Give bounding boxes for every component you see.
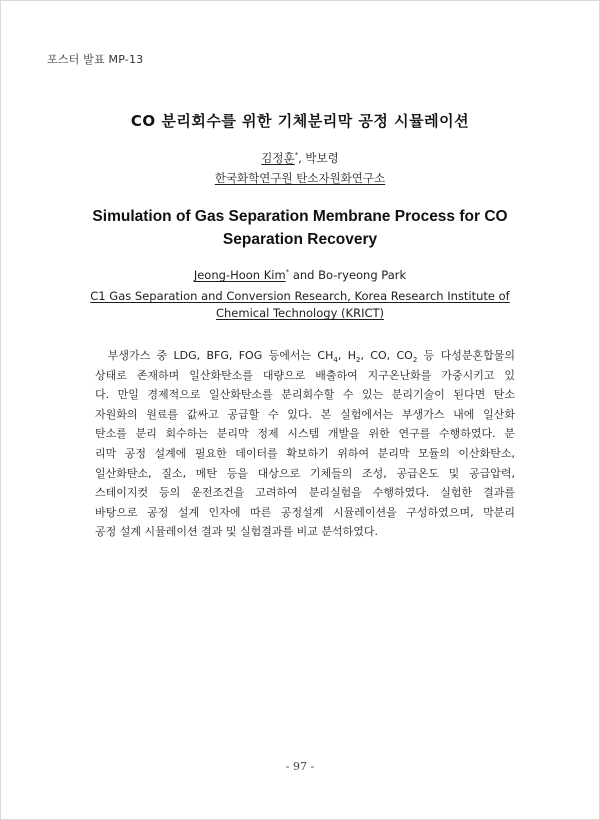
abstract-body [95, 346, 515, 542]
english-corresponding-author: Jeong-Hoon Kim [193, 268, 286, 282]
abstract-line: 탄소를 분리 회수하는 분리막 정제 시스템 개발을 위한 연구를 수행하였다. 분 [95, 427, 515, 441]
korean-corresponding-author: 김정훈 [261, 151, 295, 165]
english-affiliation-line-1: C1 Gas Separation and Conversion Research, Korea Research Institute of [90, 289, 510, 303]
korean-title: CO 분리회수를 위한 기체분리막 공정 시뮬레이션 [130, 112, 470, 130]
english-title [0, 205, 600, 251]
korean-affiliation-text: 한국화학연구원 탄소자원화연구소 [214, 171, 386, 185]
abstract-line: 바탕으로 공정 설계 인자에 따른 공정설계 시뮬레이션을 구성하였으며, 막분리 [95, 505, 515, 519]
english-corresponding-mark: * [285, 268, 290, 277]
abstract-line: 다. 만일 경제적으로 일산화탄소를 분리회수할 수 있는 분리기술이 된다면 탄소 [95, 388, 515, 402]
page-number: - 97 - [285, 760, 315, 773]
english-title-line-1: Simulation of Gas Separation Membrane Process for CO [92, 208, 508, 225]
session-label: 포스터 발표 MP-13 [47, 53, 144, 66]
abstract-line-1-part-c: , CO, CO [360, 349, 413, 362]
abstract-line: 공정 설계 시뮬레이션 결과 및 실험결과를 비교 분석하였다. [95, 525, 378, 539]
abstract-line-1-part-d: 등 다성분혼합물의 [417, 349, 515, 362]
english-title-line-2: Separation Recovery [222, 231, 378, 248]
abstract-line [95, 346, 515, 366]
korean-affiliation [0, 170, 600, 186]
abstract-line: 상태로 존재하며 일산화탄소를 대량으로 배출하여 지구온난화를 가중시키고 있 [95, 368, 515, 382]
subscript-2: 2 [355, 356, 361, 365]
abstract-line-1-part-b: , H [337, 349, 356, 362]
subscript-2b: 2 [412, 356, 418, 365]
abstract-line: 리막 공정 설계에 필요한 데이터를 확보하기 위하여 분리막 모듈의 이산화탄소, [95, 446, 515, 460]
english-affiliation [0, 288, 600, 322]
english-authors [0, 268, 600, 282]
abstract-line-1-part-a: 부생가스 중 LDG, BFG, FOG 등에서는 CH [107, 349, 334, 362]
abstract-line: 일산화탄소, 질소, 메탄 등을 대상으로 기체들의 조성, 공급온도 및 공급압력, [95, 466, 515, 480]
korean-authors [0, 150, 600, 166]
english-coauthor: and Bo-ryeong Park [289, 268, 407, 282]
english-affiliation-line-2: Chemical Technology (KRICT) [215, 306, 385, 320]
corresponding-mark: * [294, 151, 299, 160]
subscript-4: 4 [333, 356, 338, 365]
abstract-line: 자원화의 원료를 값싸고 공급할 수 있다. 본 실험에서는 부생가스 내에 일산화 [95, 407, 515, 421]
korean-coauthor: , 박보령 [298, 151, 339, 165]
abstract-line: 스테이지컷 등의 운전조건을 고려하여 분리실험을 수행하였다. 실험한 결과를 [95, 486, 515, 500]
